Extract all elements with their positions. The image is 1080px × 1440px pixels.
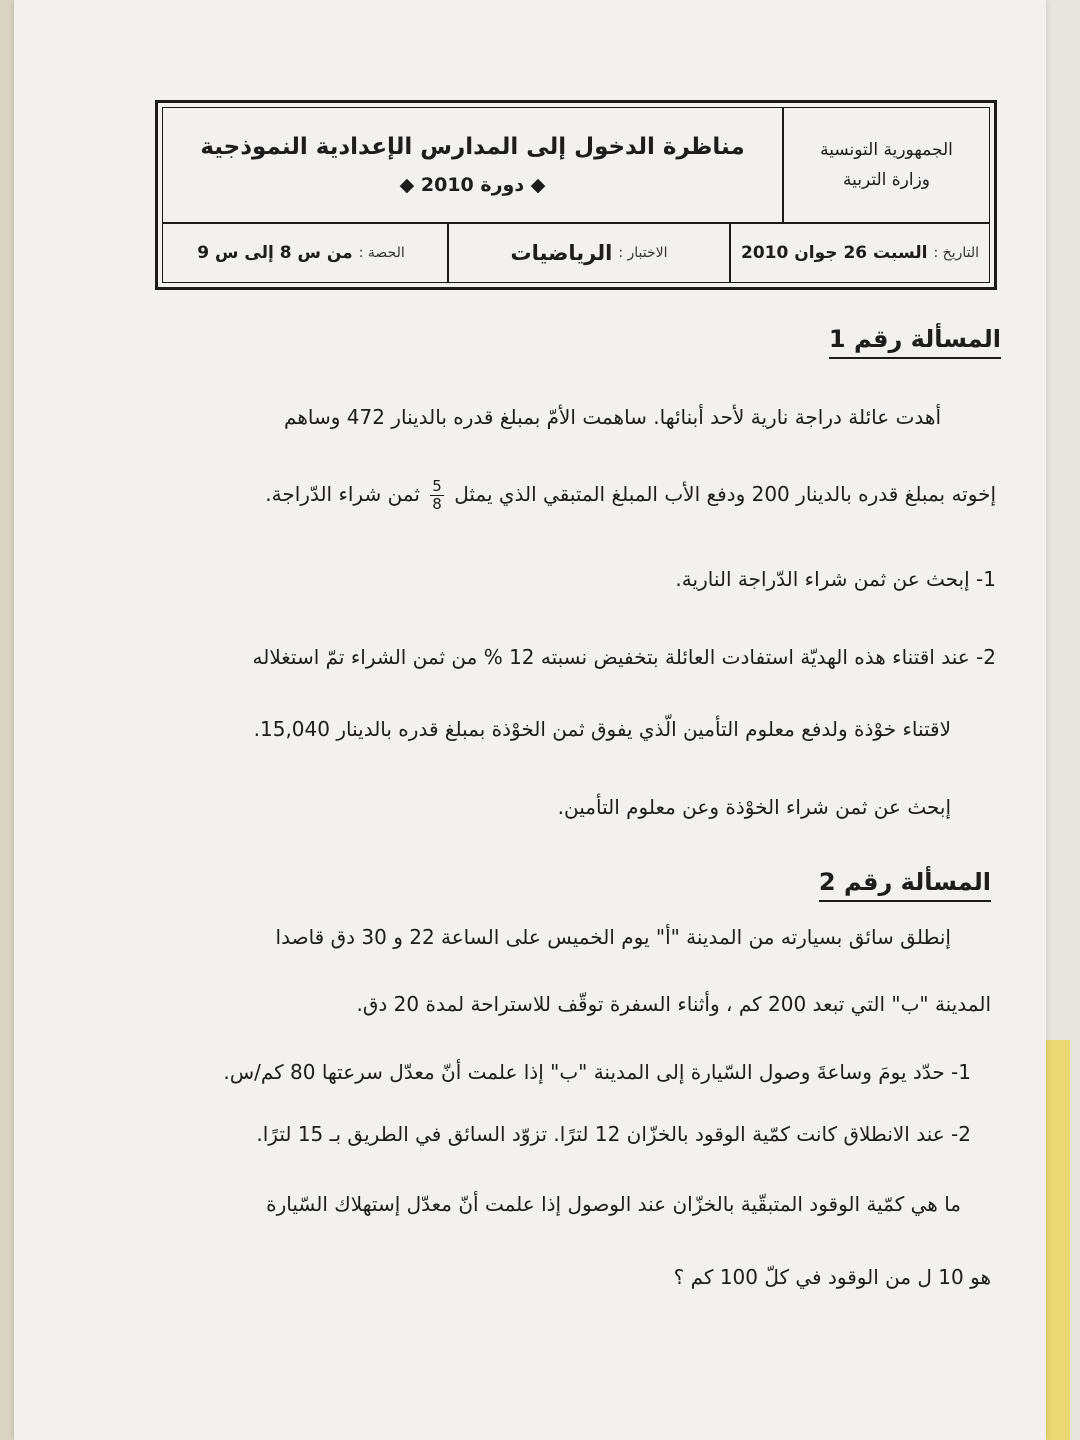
duration-value: من س 8 إلى س 9	[197, 243, 353, 263]
ministry-name: وزارة التربية	[842, 170, 931, 190]
problem2-question2-line2: ما هي كمّية الوقود المتبقّية بالخزّان عند الوصول إذا علمت أنّ معدّل إستهلاك السّيارة	[266, 1192, 961, 1216]
problem2-question2-line1: 2- عند الانطلاق كانت كمّية الوقود بالخزّان 12 لترًا. تزوّد السائق في الطريق بـ 15 لترًا.	[256, 1122, 971, 1146]
exam-header-table	[155, 100, 997, 290]
exam-header-inner-frame	[162, 107, 990, 283]
problem1-line2	[134, 478, 996, 513]
country-name: الجمهورية التونسية	[820, 140, 953, 160]
title-cell	[163, 108, 782, 222]
problem1-title: المسألة رقم 1	[829, 325, 1001, 359]
subject-cell	[447, 224, 729, 282]
fraction-numerator: 5	[432, 477, 442, 495]
date-cell	[729, 224, 989, 282]
problem1-question2-line1: 2- عند اقتناء هذه الهديّة استفادت العائلة بتخفيض نسبته 12 % من ثمن الشراء تمّ استغلاله	[252, 645, 996, 669]
exam-title: مناظرة الدخول إلى المدارس الإعدادية النموذجية	[200, 134, 745, 160]
duration-cell	[163, 224, 439, 282]
header-top-row	[163, 108, 989, 224]
issuer-cell	[782, 108, 989, 222]
problem1-line1: أهدت عائلة دراجة نارية لأحد أبنائها. ساهمت الأمّ بمبلغ قدره بالدينار 472 وساهم	[284, 405, 941, 429]
problem2-question2-line3: هو 10 ل من الوقود في كلّ 100 كم ؟	[673, 1265, 991, 1289]
fraction-five-eighths	[430, 478, 444, 513]
header-bottom-row	[163, 224, 989, 282]
problem1-question1: 1- إبحث عن ثمن شراء الدّراجة النارية.	[675, 567, 996, 591]
exam-page	[14, 0, 1046, 1440]
problem2-line1: إنطلق سائق بسيارته من المدينة "أ" يوم الخميس على الساعة 22 و 30 دق قاصدا	[275, 925, 951, 949]
duration-label: الحصة :	[358, 245, 405, 261]
problem1-question2-line2: لاقتناء خوْذة ولدفع معلوم التأمين الّذي يفوق ثمن الخوْذة بمبلغ قدره بالدينار 15,040.	[253, 717, 951, 741]
subject-value: الرياضيات	[510, 241, 613, 265]
problem1-line2-end: ثمن شراء الدّراجة.	[265, 482, 420, 506]
problem1-question2-line3: إبحث عن ثمن شراء الخوْذة وعن معلوم التأمين.	[557, 795, 951, 819]
date-label: التاريخ :	[933, 245, 979, 261]
problem2-question1: 1- حدّد يومَ وساعةَ وصول السّيارة إلى المدينة "ب" إذا علمت أنّ معدّل سرعتها 80 كم/س.	[223, 1060, 971, 1084]
exam-session: ◆ دورة 2010 ◆	[399, 174, 546, 196]
fraction-denominator: 8	[432, 495, 442, 513]
problem1-line2-start: إخوته بمبلغ قدره بالدينار 200 ودفع الأب المبلغ المتبقي الذي يمثل	[454, 482, 996, 506]
problem2-title: المسألة رقم 2	[819, 868, 991, 902]
problem2-line2: المدينة "ب" التي تبعد 200 كم ، وأثناء السفرة توقّف للاستراحة لمدة 20 دق.	[356, 992, 991, 1016]
date-value: السبت 26 جوان 2010	[741, 243, 928, 263]
subject-label: الاختبار :	[618, 245, 668, 261]
